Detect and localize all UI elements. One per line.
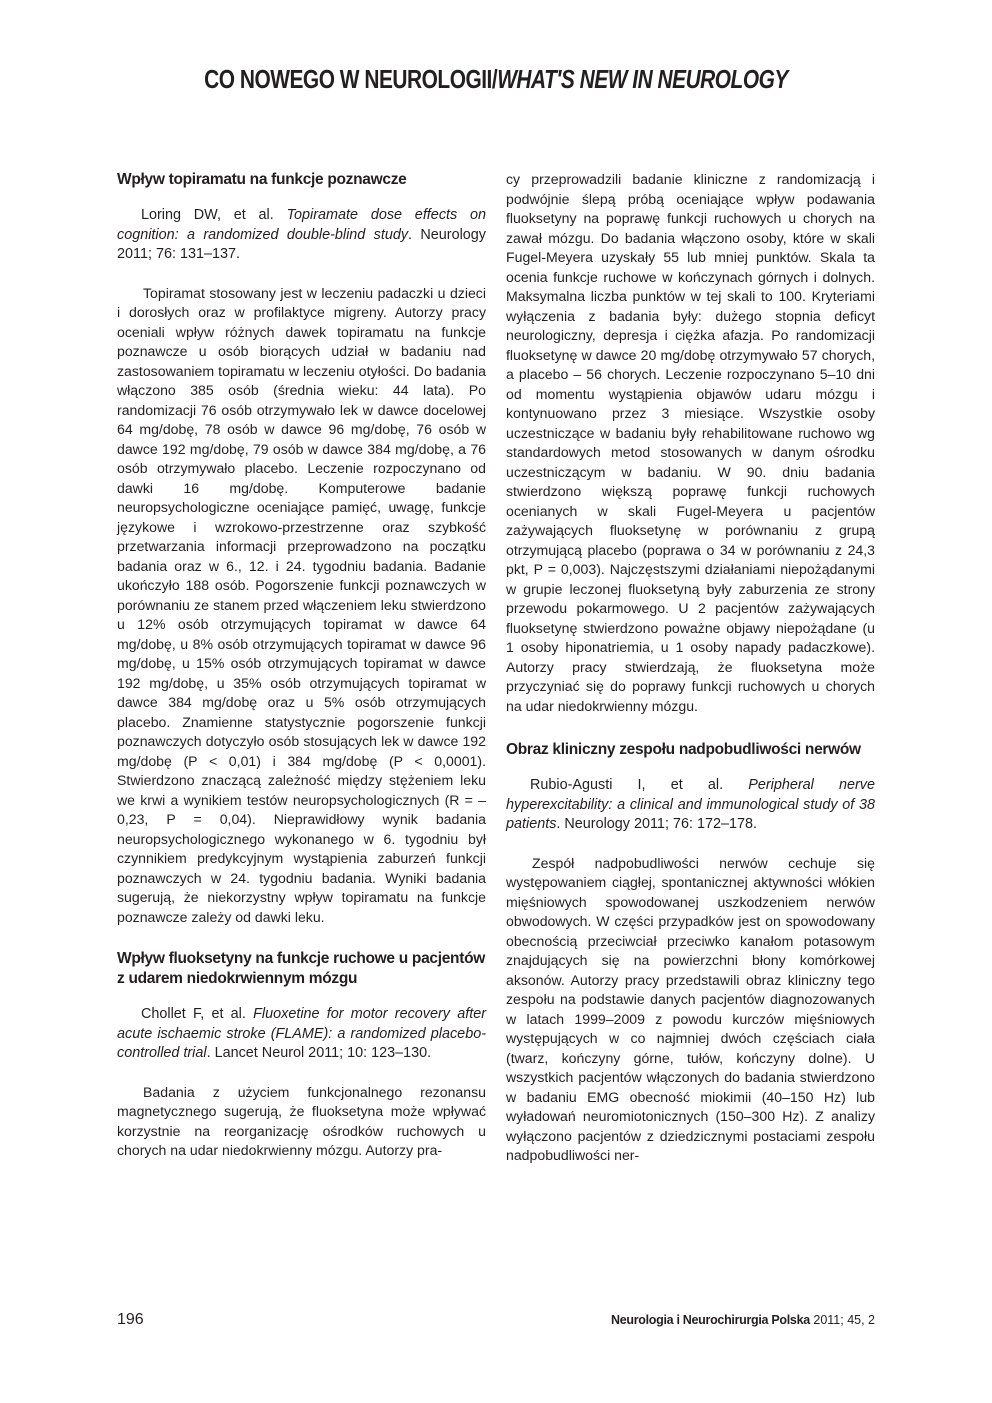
article-3-citation: . Neurology 2011; 76: 172–178.: [556, 816, 757, 832]
journal-name: Neurologia i Neurochirurgia Polska: [611, 1313, 810, 1327]
article-1-reference: [117, 206, 486, 265]
article-2-body-start: [117, 1083, 486, 1161]
article-3-heading: Obraz kliniczny zespołu nadpobudliwości nerwów: [506, 741, 861, 758]
article-3-text: Zespół nadpobudliwości nerwów cechuje się występowaniem ciągłej, spontanicznej aktywności włókien mięśniowych spowodowanej uszkodzeniem nerwów obwodowych. W części przypadków jest on spowodowany obecnością przeciwciał przeciwko kanałom potasowym znajdujących się na powierzchni błony komórkowej aksonów. Autorzy pracy przedstawili obraz kliniczny tego zespołu na podstawie danych pacjentów diagnozowanych w latach 1999–2009 z powodu kurczów mięśniowych występujących w co najmniej dwóch częściach ciała (twarz, kończyny górne, tułów, kończyny dolne). U wszystkich pacjentów włączonych do badania stwierdzono w badaniu EMG obecność miokimii (40–150 Hz) lub wyładowań neuromiotonicznych (150–300 Hz). Z analizy wyłączono pacjentów z dziedzicznymi postaciami zespołu nadpobudliwości ner-: [506, 854, 875, 1163]
article-1-text: Topiramat stosowany jest w leczeniu padaczki u dzieci i dorosłych oraz w profilaktyce migreny. Autorzy pracy oceniali wpływ różnych dawek topiramatu na funkcje poznawcze u osób biorących udział w badaniu nad zastosowaniem topiramatu w leczeniu otyłości. Do badania włączono 385 osób (średnia wieku: 44 lata). Po randomizacji 76 osób otrzymywało lek w dawce docelowej 64 mg/dobę, 78 osób w dawce 96 mg/dobę, 76 osób w dawce 192 mg/dobę, 79 osób w dawce 384 mg/dobę, a 76 osób otrzymywało placebo. Leczenie rozpoczynano od dawki 16 mg/dobę. Komputerowe badanie neuropsychologiczne oceniające pamięć, uwagę, funkcje językowe i wzrokowo-przestrzenne oraz szybkość przetwarzania informacji przeprowadzono na początku badania oraz w 6., 12. i 24. tygodniu badania. Badanie ukończyło 188 osób. Pogorszenie funkcji poznawczych w porównaniu ze stanem przed włączeniem leku stwierdzono u 12% osób otrzymujących topiramat w dawce 64 mg/dobę, u 8% osób otrzymujących topiramat w dawce 96 mg/dobę, u 15% osób otrzymujących topiramat w dawce 192 mg/dobę, u 35% osób otrzymujących topiramat w dawce 384 mg/dobę oraz u 5% osób otrzymujących placebo. Znamienne statystycznie pogorszenie funkcji poznawczych dotyczyło osób stosujących lek w dawce 192 mg/dobę (P < 0,01) i 384 mg/dobę (P < 0,0001). Stwierdzono znaczącą zależność między stężeniem leku we krwi a wynikiem testów neuropsychologicznych (R = –0,23, P = 0,04). Nieprawidłowy wynik badania neuropsychologicznego wykonanego w 6. tygodniu był czynnikiem predykcyjnym wystąpienia zaburzeń funkcji poznawczych w 24. tygodniu badania. Wyniki badania sugerują, że niekorzystny wpływ topiramatu na funkcje poznawcze zależy od dawki leku.: [117, 284, 486, 925]
left-column: [117, 170, 486, 1161]
article-3-body: [506, 854, 875, 1166]
article-2-authors: Chollet F, et al.: [141, 1006, 246, 1022]
article-1-citation: . Neurology 2011; 76: 131–137.: [117, 226, 486, 262]
article-2-body-continued: cy przeprowadzili badanie kliniczne z randomizacją i podwójnie ślepą próbą oceniające wpływ podawania fluoksetyny na poprawę funkcji ruchowych u chorych na zawał mózgu. Do badania włączono osoby, które w skali Fugel-Meyera uzyskały 55 lub mniej punktów. Skala ta ocenia funkcje ruchowe w kończynach górnych i dolnych. Maksymalna liczba punktów w tej skali to 100. Kryteriami wyłączenia z badania były: dużego stopnia deficyt neurologiczny, depresja i ciężka afazja. Po randomizacji fluoksetynę w dawce 20 mg/dobę otrzymywało 57 chorych, a placebo – 56 chorych. Leczenie rozpoczynano 5–10 dni od momentu wystąpienia objawów udaru mózgu i kontynuowano przez 3 miesiące. Wszystkie osoby uczestniczące w badaniu były rehabilitowane ruchowo wg standardowych metod stosowanych w danym ośrodku uczestniczącym w badaniu. W 90. dniu badania stwierdzono większą poprawę funkcji ruchowych ocenianych w skali Fugel-Meyera u pacjentów zażywających fluoksetynę w porównaniu z grupą otrzymującą placebo (poprawa o 34 w porównaniu z 24,3 pkt, P = 0,003). Najczęstszymi działaniami niepożądanymi w grupie leczonej fluoksetyną były zaburzenia ze strony przewodu pokarmowego. U 2 pacjentów zażywających fluoksetynę stwierdzono poważne objawy niepożądane (u 1 osoby hiponatriemia, u 1 osoby napady padaczkowe). Autorzy pracy stwierdzają, że fluoksetyna może przyczyniać się do poprawy funkcji ruchowych u chorych na udar niedokrwienny mózgu.: [506, 171, 875, 714]
article-3-authors: Rubio-Agusti I, et al.: [530, 777, 724, 793]
journal-footer: [611, 1313, 875, 1327]
page-number: 196: [117, 1311, 144, 1328]
article-1-authors: Loring DW, et al.: [141, 207, 274, 223]
article-2-title: Fluoxetine for motor recovery after acute ischaemic stroke (FLAME): a randomized placebo-controlled trial: [117, 1006, 486, 1061]
right-column: [506, 170, 875, 1166]
article-3-reference: [506, 776, 875, 835]
header-english: WHAT'S NEW IN NEUROLOGY: [497, 66, 788, 94]
running-header: [89, 66, 902, 95]
article-1-body: [117, 284, 486, 928]
article-2-heading: Wpływ fluoksetyny na funkcje ruchowe u pacjentów z udarem niedokrwiennym mózgu: [117, 950, 485, 987]
article-2-text-left: Badania z użyciem funkcjonalnego rezonansu magnetycznego sugerują, że fluoksetyna może wpływać korzystnie na reorganizację ośrodków ruchowych u chorych na udar niedokrwienny mózgu. Autorzy pra-: [117, 1083, 486, 1158]
article-2-citation: . Lancet Neurol 2011; 10: 123–130.: [206, 1045, 432, 1061]
article-1-heading: Wpływ topiramatu na funkcje poznawcze: [117, 171, 407, 188]
article-1-title: Topiramate dose effects on cognition: a randomized double-blind study: [117, 207, 486, 243]
article-2-reference: [117, 1005, 486, 1064]
journal-issue: 2011; 45, 2: [809, 1313, 875, 1327]
header-polish: CO NOWEGO W NEUROLOGII/: [204, 66, 498, 94]
article-3-title: Peripheral nerve hyperexcitability: a clinical and immunological study of 38 patients: [506, 777, 876, 832]
